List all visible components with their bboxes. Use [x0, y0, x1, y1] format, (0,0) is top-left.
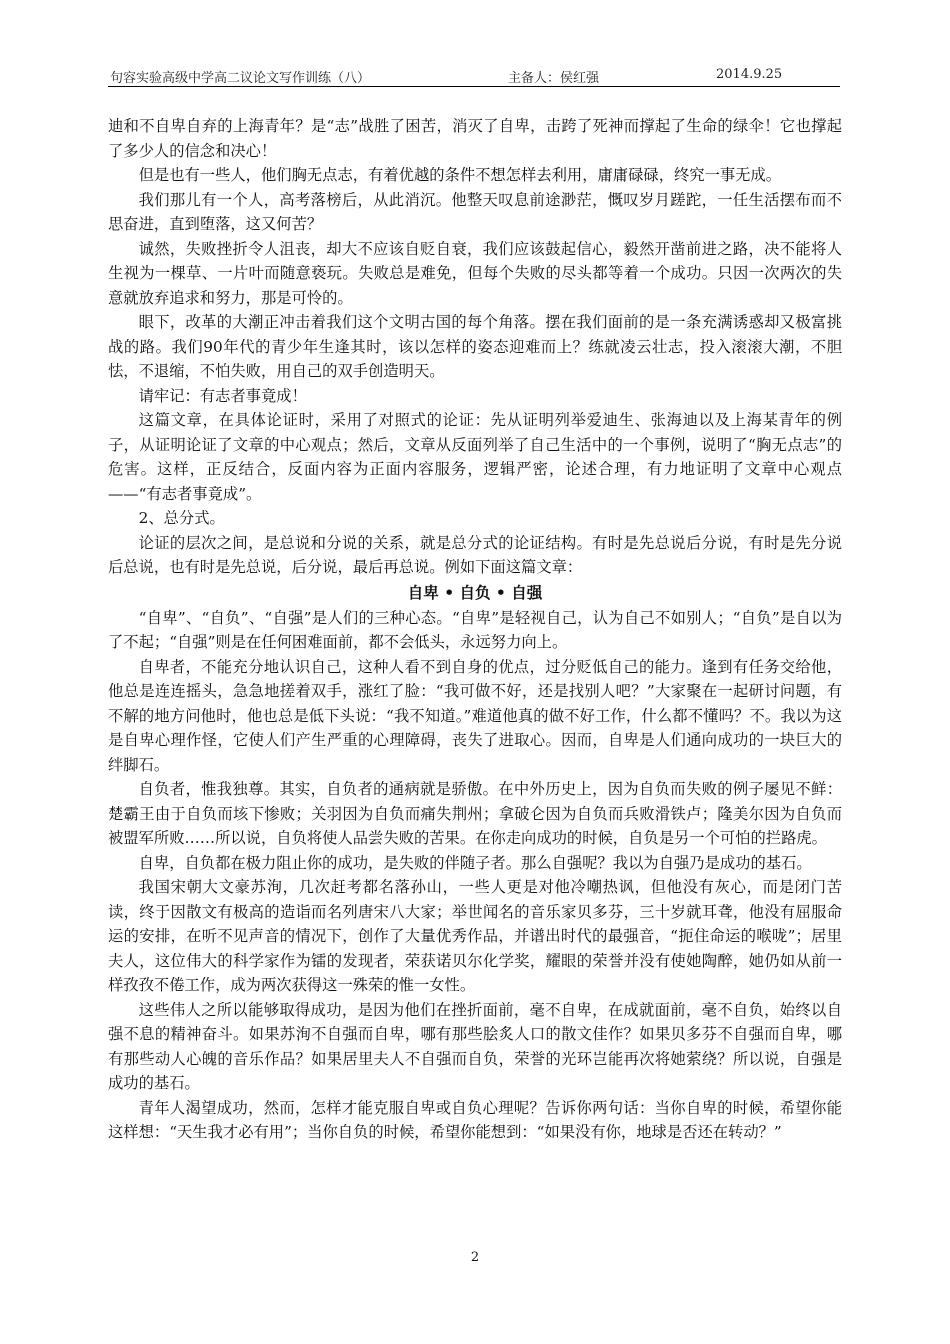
essay-title: 自卑 • 自负 • 自强 — [407, 583, 543, 602]
essay-paragraph: 自负者，惟我独尊。其实，自负者的通病就是骄傲。在中外历史上，因为自负而失败的例子屡见不鲜：楚霸王由于自负而垓下惨败；关羽因为自负而痛失荆州；拿破仑因为自负而兵败滑铁卢；隆美尔因为自负而被盟军所败……所以说，自负将使人品尝失败的苦果。在你走向成功的时候，自负是另一个可怕的拦路虎。 — [108, 780, 842, 847]
essay-paragraph: 自卑者，不能充分地认识自己，这种人看不到自身的优点，过分贬低自己的能力。逢到有任务交给他，他总是连连摇头，急急地搓着双手，涨红了脸：“我可做不好，还是找别人吧？”大家聚在一起研讨问题，有不解的地方问他时，他也总是低下头说：“我不知道。”难道他真的做不好工作，什么都不懂吗？不。我以为这是自卑心理作怪，它使人们产生严重的心理障碍，丧失了进取心。因而，自卑是人们通向成功的一块巨大的绊脚石。 — [108, 657, 842, 774]
paragraph: 论证的层次之间，是总说和分说的关系，就是总分式的论证结构。有时是先总说后分说，有时是先分说后总说，也有时是先总说，后分说，最后再总说。例如下面这篇文章： — [108, 533, 842, 576]
header-date: 2014.9.25 — [716, 67, 783, 82]
essay-paragraph: 自卑，自负都在极力阻止你的成功，是失败的伴随子者。那么自强呢？我以为自强乃是成功的基石。 — [138, 853, 812, 872]
essay-paragraph: 我国宋朝大文豪苏洵，几次赶考都名落孙山，一些人更是对他冷嘲热讽，但他没有灰心，而是闭门苦读，终于因散文有极高的造诣而名列唐宋八大家；举世闻名的音乐家贝多芬，三十岁就耳聋，他没有屈服命运的安排，在听不见声音的情况下，创作了大量优秀作品，并谱出时代的最强音，“扼住命运的喉咙”；居里夫人，这位伟大的科学家作为镭的发现者，荣获诺贝尔化学奖，耀眼的荣誉并没有使她陶醉，她仍如从前一样孜孜不倦工作，成为两次获得这一殊荣的惟一女性。 — [108, 878, 842, 994]
paragraph: 请牢记：有志者事竟成！ — [138, 386, 307, 405]
paragraph: 这篇文章，在具体论证时，采用了对照式的论证：先从证明列举爱迪生、张海迪以及上海某青年的例子，从证明论证了文章的中心观点；然后，文章从反面列举了自己生活中的一个事例，说明了“胸无点志”的危害。这样，正反结合，反面内容为正面内容服务，逻辑严密，论述合理，有力地证明了文章中心观点——“有志者事竟成”。 — [108, 411, 842, 503]
header-author: 主备人：侯红强 — [508, 71, 600, 86]
paragraph: 眼下，改革的大潮正冲击着我们这个文明古国的每个角落。摆在我们面前的是一条充满诱惑却又极富挑战的路。我们90年代的青少年生逢其时，该以怎样的姿态迎难而上？练就凌云壮志，投入滚滚大潮，不胆怯，不退缩，不怕失败，用自己的双手创造明天。 — [108, 313, 842, 380]
page-header — [108, 64, 840, 87]
paragraph: 迪和不自卑自弃的上海青年？是“志”战胜了困苦，消灭了自卑，击跨了死神而撑起了生命的绿伞！它也撑起了多少人的信念和决心！ — [108, 117, 842, 160]
document-body — [108, 114, 842, 1145]
essay-paragraph: 这些伟人之所以能够取得成功，是因为他们在挫折面前，毫不自卑，在成就面前，毫不自负，始终以自强不息的精神奋斗。如果苏洵不自强而自卑，哪有那些脍炙人口的散文佳作？如果贝多芬不自强而自卑，哪有那些动人心魄的音乐作品？如果居里夫人不自强而自负，荣誉的光环岂能再次将她萦绕？所以说，自强是成功的基石。 — [108, 1000, 842, 1092]
paragraph: 但是也有一些人，他们胸无点志，有着优越的条件不想怎样去利用，庸庸碌碌，终究一事无成。 — [138, 166, 782, 184]
header-title: 句容实验高级中学高二议论文写作训练（八） — [110, 71, 371, 86]
page-number: 2 — [470, 1250, 480, 1265]
paragraph: 我们那儿有一个人，高考落榜后，从此消沉。他整天叹息前途渺茫，慨叹岁月蹉跎，一任生活摆布而不思奋进，直到堕落，这又何苦？ — [108, 190, 842, 233]
essay-paragraph: “自卑”、“自负”、“自强”是人们的三种心态。“自卑”是轻视自己，认为自己不如别人；“自负”是自以为了不起；“自强”则是在任何困难面前，都不会低头，永远努力向上。 — [108, 608, 842, 651]
essay-paragraph: 青年人渴望成功，然而，怎样才能克服自卑或自负心理呢？告诉你两句话：当你自卑的时候，希望你能这样想：“天生我才必有用”；当你自负的时候，希望你能想到：“如果没有你，地球是否还在转动？” — [108, 1098, 842, 1141]
section-heading: 2、总分式。 — [138, 509, 225, 527]
paragraph: 诚然，失败挫折令人沮丧，却大不应该自贬自衰，我们应该鼓起信心，毅然开凿前进之路，决不能将人生视为一棵草、一片叶而随意亵玩。失败总是难免，但每个失败的尽头都等着一个成功。只因一次两次的失意就放弃追求和努力，那是可怜的。 — [108, 239, 842, 307]
